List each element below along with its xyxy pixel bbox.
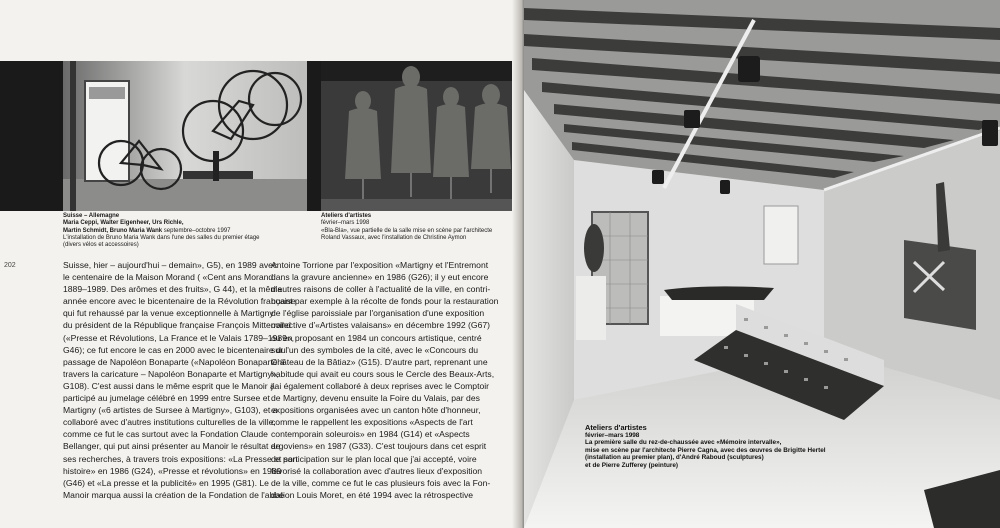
body-text-line: de Martigny, devenu ensuite la Foire du Valais, par des (271, 393, 480, 404)
body-text-line: participé au jumelage célébré en 1999 entre Sursee et (63, 393, 270, 404)
caption-memoire-intervalle (585, 424, 826, 470)
sculptures-photo (321, 61, 515, 211)
caption-description: (divers vélos et accessoires) (63, 242, 139, 249)
body-text-line: G46); ce fut encore le cas en 2000 avec le bicentenaire du (63, 344, 286, 355)
body-text-line: favorisé la collaboration avec d'autres lieux d'exposition (271, 465, 483, 476)
body-text-line: Manoir marqua aussi la création de la Fondation de l'abbé (63, 489, 284, 500)
page-number: 202 (4, 262, 16, 269)
body-text-line: j'ai également collaboré à deux reprises avec le Comptoir (271, 380, 490, 391)
body-text-line: qui fut rehaussé par la venue exceptionnelle à Martigny (63, 308, 274, 319)
caption-date: février–mars 1998 (585, 431, 640, 439)
body-text-line: dation Louis Moret, en été 1994 avec la rétrospective (271, 489, 474, 500)
caption-suisse-allemagne (63, 213, 313, 249)
body-text-line: Château de la Bâtiaz» (G15). D'autre part, reprenant une (271, 356, 488, 367)
bicycle-installation-photo (63, 61, 307, 211)
body-text-line: sur l'un des symboles de la cité, avec le «Concours du (271, 344, 479, 355)
body-text-line: passage de Napoléon Bonaparte («Napoléon Bonaparte à (63, 356, 285, 367)
caption-description: Roland Vassaux, avec l'installation de Christine Aymon (321, 234, 467, 241)
body-text-line: Suisse, hier – aujourd'hui – demain», G5), en 1989 avec (63, 260, 278, 270)
body-text-line: de participation sur le plan local que j'ai accepté, voire (271, 453, 477, 464)
body-text-line: le centenaire de la Maison Morand ( «Cent ans Morand (63, 272, 274, 283)
caption-names: Maria Ceppi, Walter Eigenheer, Urs Richle, (63, 220, 184, 227)
body-text-line: argoviens» en 1987 (G33). C'est toujours dans cet esprit (271, 441, 487, 452)
body-text-line: contemporain soleurois» en 1984 (G14) et «Aspects (271, 429, 470, 440)
caption-title: Ateliers d'artistes (585, 423, 647, 432)
caption-names: Martin Schmidt, Bruno Maria Wank (63, 227, 163, 234)
caption-line: La première salle du rez-de-chaussée avec «Mémoire intervalle», (585, 439, 782, 447)
body-text-line: d'autres raisons de coller à l'actualité de la ville, en contri- (271, 284, 491, 295)
caption-line: (installation au premier plan), d'André Raboud (sculptures) (585, 454, 764, 462)
caption-description: «Bla-Bla», vue partielle de la salle mise en scène par l'architecte (321, 227, 493, 234)
body-text-line: comme le rappellent les expositions «Aspects de l'art (271, 417, 473, 428)
body-text-line: Martigny («6 artistes de Sursee à Martigny», G103), et a (63, 405, 278, 416)
body-text-line: de l'église paroissiale par l'organisation d'une exposition (271, 308, 485, 319)
caption-line: mise en scène par l'architecte Pierre Cagna, avec des œuvres de Brigitte Hertel (585, 446, 826, 454)
caption-description (585, 439, 826, 469)
body-text-line: buant par exemple à la récolte de fonds pour la restauration (271, 296, 499, 307)
body-text-line: collective d'«Artistes valaisans» en décembre 1992 (G67) (271, 320, 490, 331)
body-text-line: ou en proposant en 1984 un concours artistique, centré (271, 332, 482, 343)
body-text-line: comme ce fut le cas surtout avec la Fondation Claude (63, 429, 268, 440)
caption-ateliers-bla-bla (321, 213, 516, 242)
body-text-line: année encore avec le bicentenaire de la Révolution française (63, 296, 296, 307)
body-text-line: G108). C'est aussi dans le même esprit que le Manoir a (63, 380, 275, 391)
body-text-line: Bellanger, qui put ainsi présenter au Manoir le résultat de (63, 441, 281, 452)
caption-date: février–mars 1998 (321, 220, 370, 227)
body-text-line: habitude qui avait eu cours sous le Cercle des Beaux-Arts, (271, 368, 495, 379)
caption-title: Ateliers d'artistes (321, 213, 372, 219)
body-text-line: collaboré avec d'autres institutions culturelles de la ville, (63, 417, 276, 428)
body-text-line: travers la caricature – Napoléon Bonaparte et Martigny», (63, 368, 279, 379)
body-text-line: histoire» en 1986 (G24), «Presse et révolutions» en 1989 (63, 465, 282, 476)
caption-description: L'installation de Bruno Maria Wank dans l'une des salles du premier étage (63, 234, 260, 241)
body-text-line: (G46) et «La presse et la publicité» en 1995 (G81). Le (63, 477, 269, 488)
text-column-2 (271, 259, 511, 501)
caption-title: Suisse – Allemagne (63, 213, 120, 219)
caption-date: septembre–octobre 1997 (163, 227, 231, 234)
caption-line: et de Pierre Zufferey (peinture) (585, 461, 679, 469)
body-text-line: 1889–1989. Des arômes et des fruits», G 44), et la même (63, 284, 283, 295)
body-text-line: ses recherches, à travers trois expositions: «La Presse et son (63, 453, 298, 464)
body-text-line: («Presse et Révolutions, La France et le Valais 1789–1989», (63, 332, 295, 343)
body-text-line: expositions organisées avec un canton hôte d'honneur, (271, 405, 481, 416)
body-text-line: Antoine Torrione par l'exposition «Martigny et l'Entremont (271, 260, 489, 270)
body-text-line: du président de la République française François Mitterrand (63, 320, 291, 331)
body-text-line: dans la gravure ancienne» en 1986 (G26); il y eut encore (271, 272, 489, 283)
body-text-line: de la ville, comme ce fut le cas plusieurs fois avec la Fon- (271, 477, 491, 488)
